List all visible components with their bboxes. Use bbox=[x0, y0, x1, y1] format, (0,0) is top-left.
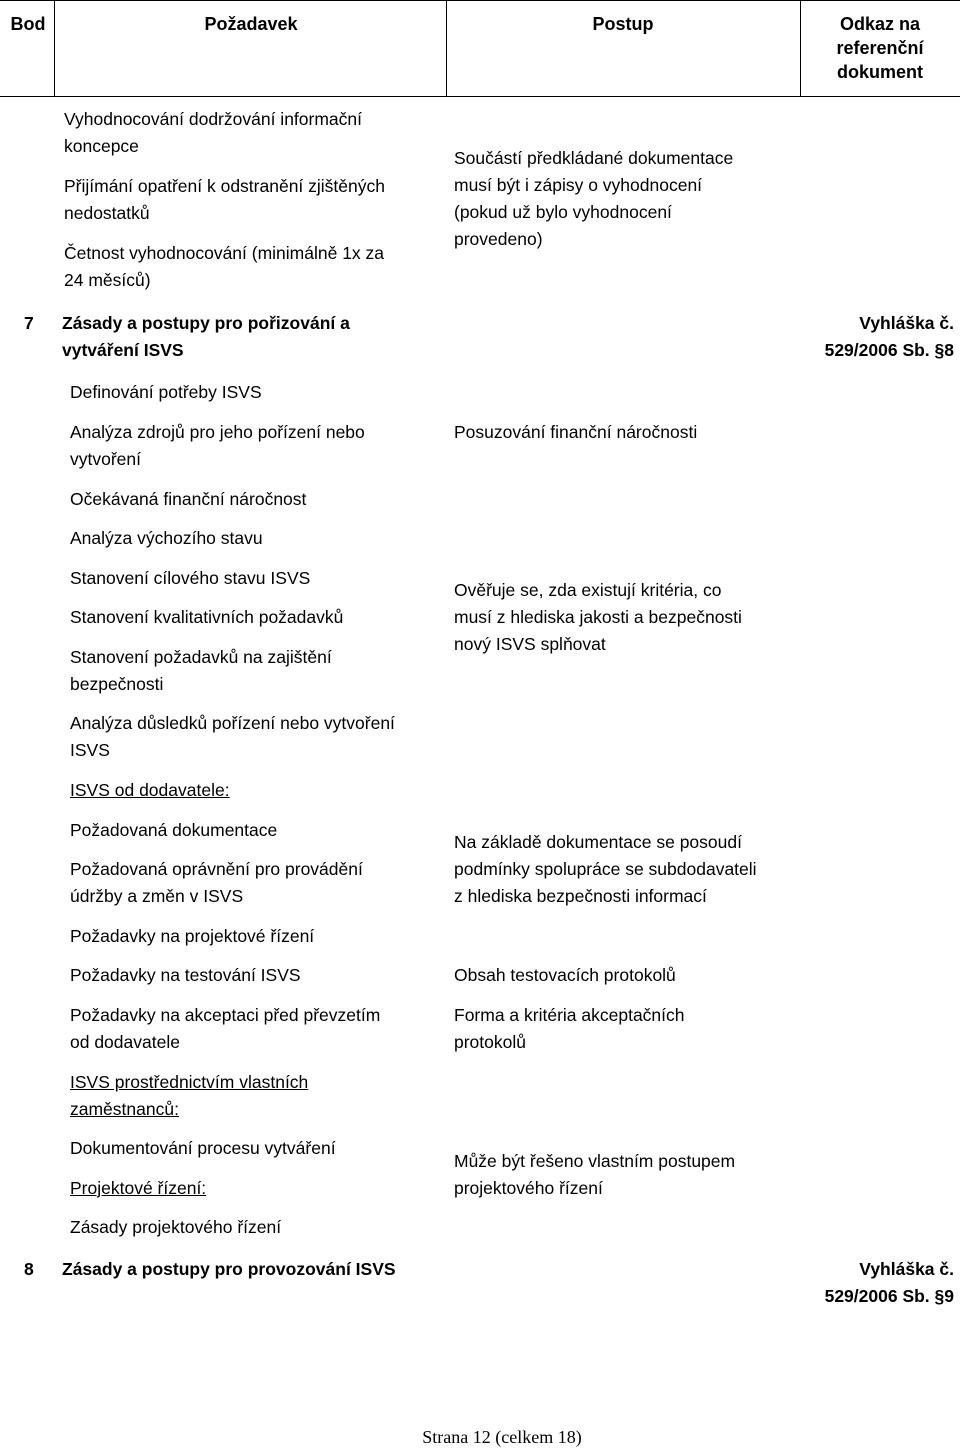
s7-req-analyza-zdroju-line-1: Analýza zdrojů pro jeho pořízení nebo bbox=[70, 422, 365, 442]
s7-proc-subdodavatele bbox=[454, 829, 757, 910]
s7-req-cilovy-stav: Stanovení cílového stavu ISVS bbox=[70, 568, 311, 588]
s7-req-testovani: Požadavky na testování ISVS bbox=[70, 965, 301, 985]
eval-procedure-line-3: (pokud už bylo vyhodnocení bbox=[454, 202, 672, 222]
s7-req-pozadovana-opravneni bbox=[70, 856, 363, 910]
eval-req-3 bbox=[64, 240, 384, 294]
section-8-reference-line-2: 529/2006 Sb. §9 bbox=[824, 1286, 954, 1306]
s7-req-dokumentovani-procesu: Dokumentování procesu vytváření bbox=[70, 1138, 336, 1158]
s7-req-zajisteni-bezpecnosti-line-2: bezpečnosti bbox=[70, 674, 164, 694]
s7-proc-akceptacni-protokoly-line-1: Forma a kritéria akceptačních bbox=[454, 1005, 685, 1025]
section-8-number: 8 bbox=[24, 1259, 34, 1279]
eval-procedure-line-4: provedeno) bbox=[454, 229, 543, 249]
header-col-bod: Bod bbox=[10, 14, 46, 34]
eval-req-2-line-1: Přijímání opatření k odstranění zjištěných bbox=[64, 176, 385, 196]
eval-req-3-line-2: 24 měsíců) bbox=[64, 270, 151, 290]
s7-req-analyza-zdroju bbox=[70, 419, 365, 473]
header-top-border bbox=[0, 0, 960, 1]
s7-req-pozadovana-dokumentace: Požadovaná dokumentace bbox=[70, 820, 278, 840]
s7-req-akceptace-line-2: od dodavatele bbox=[70, 1032, 180, 1052]
section-8-reference bbox=[825, 1256, 954, 1310]
eval-req-1-line-1: Vyhodnocování dodržování informační bbox=[64, 109, 363, 129]
s7-req-analyza-zdroju-line-2: vytvoření bbox=[70, 449, 141, 469]
eval-procedure bbox=[454, 145, 733, 253]
section-7-reference-line-1: Vyhláška č. bbox=[859, 313, 954, 333]
s7-proc-testovaci-protokoly: Obsah testovacích protokolů bbox=[454, 965, 676, 985]
s7-req-zajisteni-bezpecnosti bbox=[70, 644, 332, 698]
s7-req-ocekavana-narocnost: Očekávaná finanční náročnost bbox=[70, 489, 307, 509]
s7-req-akceptace bbox=[70, 1002, 380, 1056]
s7-proc-kriteria bbox=[454, 577, 742, 658]
eval-req-1-line-2: koncepce bbox=[64, 136, 139, 156]
s7-req-zasady-projektoveho-rizeni: Zásady projektového řízení bbox=[70, 1217, 282, 1237]
eval-procedure-line-2: musí být i zápisy o vyhodnocení bbox=[454, 175, 703, 195]
eval-req-2-line-2: nedostatků bbox=[64, 203, 150, 223]
s7-proc-vlastni-postup-line-2: projektového řízení bbox=[454, 1178, 603, 1198]
eval-req-1 bbox=[64, 106, 362, 160]
s7-proc-vlastni-postup bbox=[454, 1148, 735, 1202]
s7-req-analyza-vychoziho-stavu: Analýza výchozího stavu bbox=[70, 528, 263, 548]
s7-subheading-vlastni-zamestnanci-line-2: zaměstnanců: bbox=[70, 1099, 179, 1119]
eval-req-2 bbox=[64, 173, 385, 227]
header-col-odkaz bbox=[800, 12, 960, 84]
s7-proc-subdodavatele-line-2: podmínky spolupráce se subdodavateli bbox=[454, 859, 757, 879]
s7-subheading-vlastni-zamestnanci bbox=[70, 1069, 308, 1123]
s7-req-definovani-potreby: Definování potřeby ISVS bbox=[70, 382, 262, 402]
header-col-odkaz-line-1: Odkaz na bbox=[839, 14, 921, 34]
s7-proc-kriteria-line-2: musí z hlediska jakosti a bezpečnosti bbox=[454, 607, 742, 627]
s7-proc-kriteria-line-3: nový ISVS splňovat bbox=[454, 634, 606, 654]
section-8-reference-line-1: Vyhláška č. bbox=[859, 1259, 954, 1279]
section-7-reference bbox=[825, 310, 954, 364]
s7-proc-vlastni-postup-line-1: Může být řešeno vlastním postupem bbox=[454, 1151, 736, 1171]
s7-req-kvalitativni-pozadavky: Stanovení kvalitativních požadavků bbox=[70, 607, 344, 627]
s7-subheading-vlastni-zamestnanci-line-1: ISVS prostřednictvím vlastních bbox=[70, 1072, 309, 1092]
header-col-postup: Postup bbox=[592, 14, 654, 34]
header-col-odkaz-line-2: referenční bbox=[836, 38, 924, 58]
section-7-reference-line-2: 529/2006 Sb. §8 bbox=[824, 340, 954, 360]
s7-subheading-od-dodavatele: ISVS od dodavatele: bbox=[70, 780, 230, 800]
section-7-title bbox=[62, 310, 350, 364]
s7-req-akceptace-line-1: Požadavky na akceptaci před převzetím bbox=[70, 1005, 381, 1025]
section-7-number: 7 bbox=[24, 313, 34, 333]
page-footer: Strana 12 (celkem 18) bbox=[422, 1427, 582, 1447]
eval-req-3-line-1: Četnost vyhodnocování (minimálně 1x za bbox=[64, 243, 385, 263]
s7-req-analyza-dusledku-line-2: ISVS bbox=[70, 740, 110, 760]
s7-proc-subdodavatele-line-1: Na základě dokumentace se posoudí bbox=[454, 832, 742, 852]
header-col-odkaz-line-3: dokument bbox=[836, 62, 923, 82]
s7-proc-subdodavatele-line-3: z hlediska bezpečnosti informací bbox=[454, 886, 707, 906]
s7-subheading-projektove-rizeni: Projektové řízení: bbox=[70, 1178, 207, 1198]
s7-req-analyza-dusledku-line-1: Analýza důsledků pořízení nebo vytvoření bbox=[70, 713, 395, 733]
s7-req-pozadovana-opravneni-line-1: Požadovaná oprávnění pro provádění bbox=[70, 859, 363, 879]
s7-proc-kriteria-line-1: Ověřuje se, zda existují kritéria, co bbox=[454, 580, 722, 600]
s7-proc-financni-narocnost: Posuzování finanční náročnosti bbox=[454, 422, 698, 442]
section-8-title: Zásady a postupy pro provozování ISVS bbox=[62, 1259, 396, 1279]
s7-req-analyza-dusledku bbox=[70, 710, 395, 764]
header-bottom-border bbox=[0, 96, 960, 97]
s7-req-zajisteni-bezpecnosti-line-1: Stanovení požadavků na zajištění bbox=[70, 647, 332, 667]
s7-proc-akceptacni-protokoly-line-2: protokolů bbox=[454, 1032, 526, 1052]
s7-req-projektove-rizeni: Požadavky na projektové řízení bbox=[70, 926, 315, 946]
eval-procedure-line-1: Součástí předkládané dokumentace bbox=[454, 148, 734, 168]
section-7-title-line-1: Zásady a postupy pro pořizování a bbox=[62, 313, 350, 333]
section-7-title-line-2: vytváření ISVS bbox=[62, 340, 184, 360]
header-col-pozadavek: Požadavek bbox=[204, 14, 298, 34]
s7-req-pozadovana-opravneni-line-2: údržby a změn v ISVS bbox=[70, 886, 244, 906]
s7-proc-akceptacni-protokoly bbox=[454, 1002, 685, 1056]
